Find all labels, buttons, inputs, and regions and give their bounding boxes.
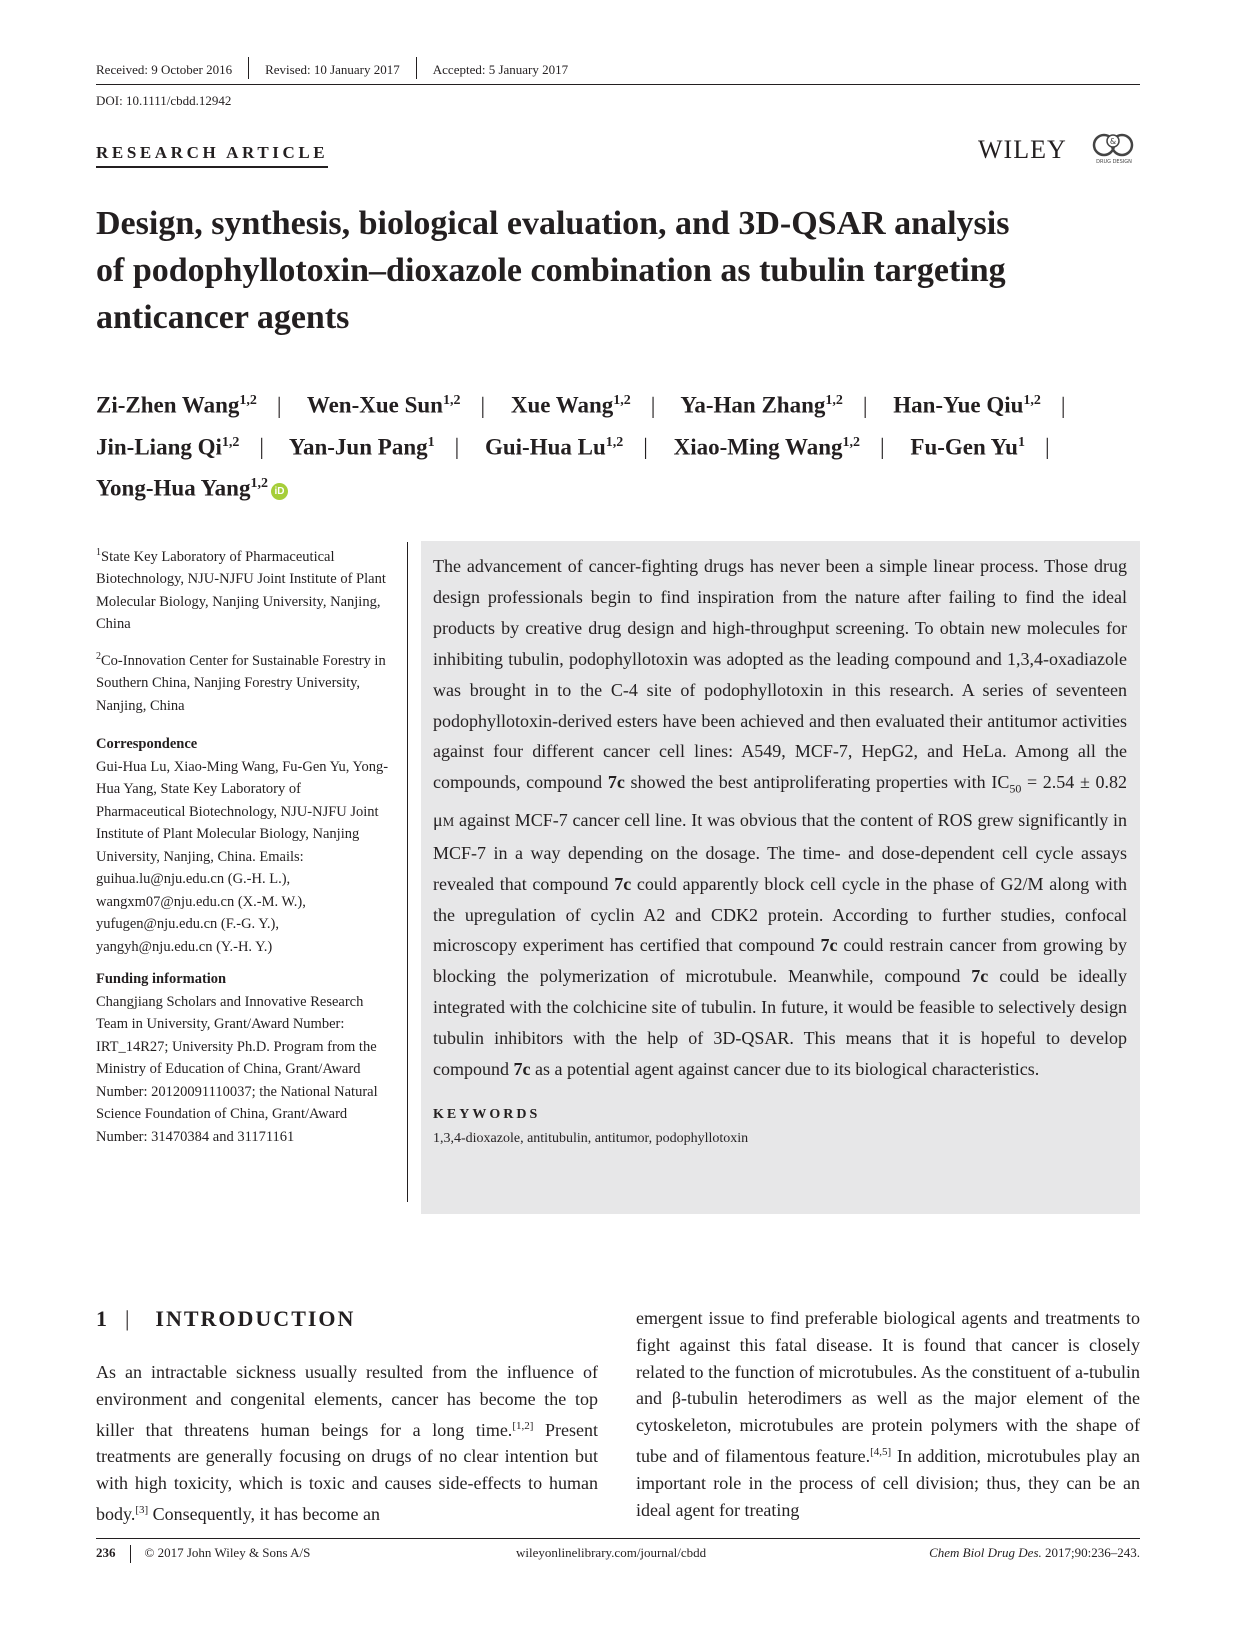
affiliation-text: Co-Innovation Center for Sustainable Forestry in Southern China, Nanjing Forestry University, Nanjing, China <box>96 652 386 714</box>
correspondence-text: Gui-Hua Lu, Xiao-Ming Wang, Fu-Gen Yu, Yong-Hua Yang, State Key Laboratory of Pharmaceutical Biotechnology, NJU-NJFU Joint Institute of Plant Molecular Biology, Nanjing University, Nanjing, China. Emails: guihua.lu@nju.edu.cn (G.-H. L.), wangxm07@nju.edu.cn (X.-M. W.), yufugen@nju.edu.cn (F.-G. Y.), yangyh@nju.edu.cn (Y.-H. Y.) <box>96 758 389 955</box>
author-name[interactable]: Han-Yue Qiu <box>893 392 1024 418</box>
article-info-sidebar <box>96 542 391 1158</box>
author-name[interactable]: Yong-Hua Yang <box>96 475 251 501</box>
title-line: of podophyllotoxin–dioxazole combination as tubulin targeting <box>96 252 1006 289</box>
abstract-text: The advancement of cancer-fighting drugs has never been a simple linear process. Those drug design professionals begin to find inspiration from the nature after failing to find the ideal products by creative drug design and high-throughput screening. To obtain new molecules for inhibiting tubulin, podophyllotoxin was adopted as the leading compound and 1,3,4-oxadiazole was brought in to the C-4 site of podophyllotoxin in this research. A series of seventeen podophyllotoxin-derived esters have been achieved and then evaluated their antitumor activities against four different cancer cell lines: A549, MCF-7, HepG2, and HeLa. Among all the compounds, compound 7c showed the best antiproliferating properties with $IC_{50} = 2.54 \pm 0.82$ μM against MCF-7 cancer cell line. It was obvious that the content of ROS grew significantly in MCF-7 in a way depending on the dosage. The time- and dose-dependent cell cycle assays revealed that compound 7c could apparently block cell cycle in the phase of G2/M along with the upregulation of cyclin A2 and CDK2 protein. According to further studies, confocal microscopy experiment has certified that compound 7c could restrain cancer from growing by blocking the polymerization of microtubule. Meanwhile, compound 7c could be ideally integrated with the colchicine site of tubulin. In future, it would be feasible to selectively design tubulin inhibitors with the help of 3D-QSAR. This means that it is hopeful to develop compound 7c as a potential agent against cancer due to its biological characteristics. <box>433 556 1128 1080</box>
citation-journal: Chem Biol Drug Des. <box>929 1545 1042 1560</box>
body-column-right: emergent issue to find preferable biological agents and treatments to fight against this fatal disease. It is found that cancer is closely related to the function of microtubules. As the constituent of a-tubulin and β-tubulin heterodimers as well as the major element of the cytoskeleton, microtubules are protein polymers with the shape of tube and of filamentous feature.[4,5] In addition, microtubules play an important role in the process of cell division; thus, they can be an ideal agent for treating <box>636 1308 1140 1520</box>
abstract-box <box>421 541 1140 1214</box>
author-name[interactable]: Zi-Zhen Wang <box>96 392 240 418</box>
affiliation-marker: 1,2 <box>842 434 861 450</box>
affiliation-marker: 1,2 <box>239 393 257 408</box>
revised-date: Revised: 10 January 2017 <box>265 61 400 77</box>
funding-heading: Funding information <box>96 971 227 988</box>
section-heading: 1 | INTRODUCTION <box>96 1306 356 1331</box>
affiliation-marker: 1,2 <box>613 393 631 408</box>
affiliation-marker: 1,2 <box>442 393 461 408</box>
title-line: Design, synthesis, biological evaluation, and 3D-QSAR analysis <box>96 205 1010 242</box>
section-title: INTRODUCTION <box>155 1306 356 1331</box>
citation-details: 2017;90:236–243. <box>1041 1545 1140 1560</box>
article-title <box>96 200 1156 341</box>
accepted-date: Accepted: 5 January 2017 <box>432 61 569 77</box>
affiliation-2 <box>96 646 391 717</box>
journal-logo-icon[interactable] <box>1090 128 1138 168</box>
divider <box>130 1545 131 1563</box>
section-number: 1 <box>96 1306 109 1331</box>
copyright: © 2017 John Wiley & Sons A/S <box>144 1545 311 1560</box>
affiliation-marker: 1,2 <box>1023 393 1041 408</box>
affiliation-marker: 1,2 <box>605 434 624 450</box>
affiliation-marker: 1 <box>427 434 435 450</box>
page-footer <box>96 1545 1140 1563</box>
affiliation-marker: 1 <box>1017 434 1025 450</box>
article-dates <box>96 60 1140 85</box>
citation-link[interactable]: [1,2] <box>512 1419 534 1432</box>
affiliation-1 <box>96 542 391 636</box>
page-number: 236 <box>96 1545 116 1560</box>
column-divider <box>407 542 408 1202</box>
affiliation-marker: 1,2 <box>250 476 268 492</box>
citation-link[interactable]: [4,5] <box>870 1445 892 1458</box>
author-name[interactable]: Wen-Xue Sun <box>306 392 443 418</box>
affiliation-number: 2 <box>96 650 101 662</box>
publisher-logo[interactable]: WILEY <box>978 135 1067 164</box>
body-column-left: As an intractable sickness usually resulted from the influence of environment and congenital elements, cancer has become the top killer that threatens human beings for a long time.[1,2] Present treatments are generally focusing on drugs of no clear intention but with high toxicity, which is toxic and causes side-effects to human body.[3] Consequently, it has become an <box>96 1362 598 1524</box>
keywords-heading: KEYWORDS <box>433 1107 541 1122</box>
author-name[interactable]: Yan-Jun Pang <box>288 434 428 460</box>
svg-text:DRUG DESIGN: DRUG DESIGN <box>1096 159 1132 165</box>
citation-link[interactable]: [3] <box>135 1503 149 1516</box>
title-line: anticancer agents <box>96 299 350 336</box>
author-name[interactable]: Fu-Gen Yu <box>910 434 1018 460</box>
divider <box>416 57 417 79</box>
author-list: Zi-Zhen Wang$^{1,2}$ | Wen-Xue Sun$^{1,2}$ | Xue Wang$^{1,2}$ | Ya-Han Zhang$^{1,2}$ | Han-Yue Qiu$^{1,2}$ | Jin-Liang Qi$^{1,2}$ | Yan-Jun Pang$^1$ | Gui-Hua Lu$^{1,2}$ | Xiao-Ming Wang$^{1,2}$ | Fu-Gen Yu$^1$ | Yong-Hua Yang$^{1,2}$iD <box>96 392 1066 501</box>
author-name[interactable]: Xiao-Ming Wang <box>673 434 843 460</box>
author-name[interactable]: Jin-Liang Qi <box>96 434 222 460</box>
footer-rule <box>96 1538 1140 1539</box>
affiliation-number: 1 <box>96 547 101 558</box>
keywords-list: 1,3,4-dioxazole, antitubulin, antitumor, podophyllotoxin <box>433 1131 749 1146</box>
received-date: Received: 9 October 2016 <box>96 61 233 77</box>
affiliation-marker: 1,2 <box>221 434 240 450</box>
section-tag: RESEARCH ARTICLE <box>96 143 328 168</box>
author-name[interactable]: Xue Wang <box>510 392 614 418</box>
author-name[interactable]: Gui-Hua Lu <box>484 434 606 460</box>
correspondence-heading: Correspondence <box>96 736 198 753</box>
divider <box>248 57 249 79</box>
journal-url[interactable]: wileyonlinelibrary.com/journal/cbdd <box>516 1545 707 1560</box>
funding-text: Changjiang Scholars and Innovative Research Team in University, Grant/Award Number: IRT_14R27; University Ph.D. Program from the Ministry of Education of China, Grant/Award Number: 20120091110037; the National Natural Science Foundation of China, Grant/Award Number: 31470384 and 31171161 <box>96 993 378 1145</box>
doi[interactable]: DOI: 10.1111/cbdd.12942 <box>96 93 232 108</box>
svg-text:&: & <box>1109 137 1117 146</box>
citation <box>929 1545 1140 1561</box>
affiliation-text: State Key Laboratory of Pharmaceutical Biotechnology, NJU-NJFU Joint Institute of Plant Molecular Biology, Nanjing University, Nanjing, China <box>96 548 386 633</box>
affiliation-marker: 1,2 <box>825 393 843 408</box>
author-name[interactable]: Ya-Han Zhang <box>680 392 826 418</box>
orcid-icon[interactable]: iD <box>271 483 288 500</box>
